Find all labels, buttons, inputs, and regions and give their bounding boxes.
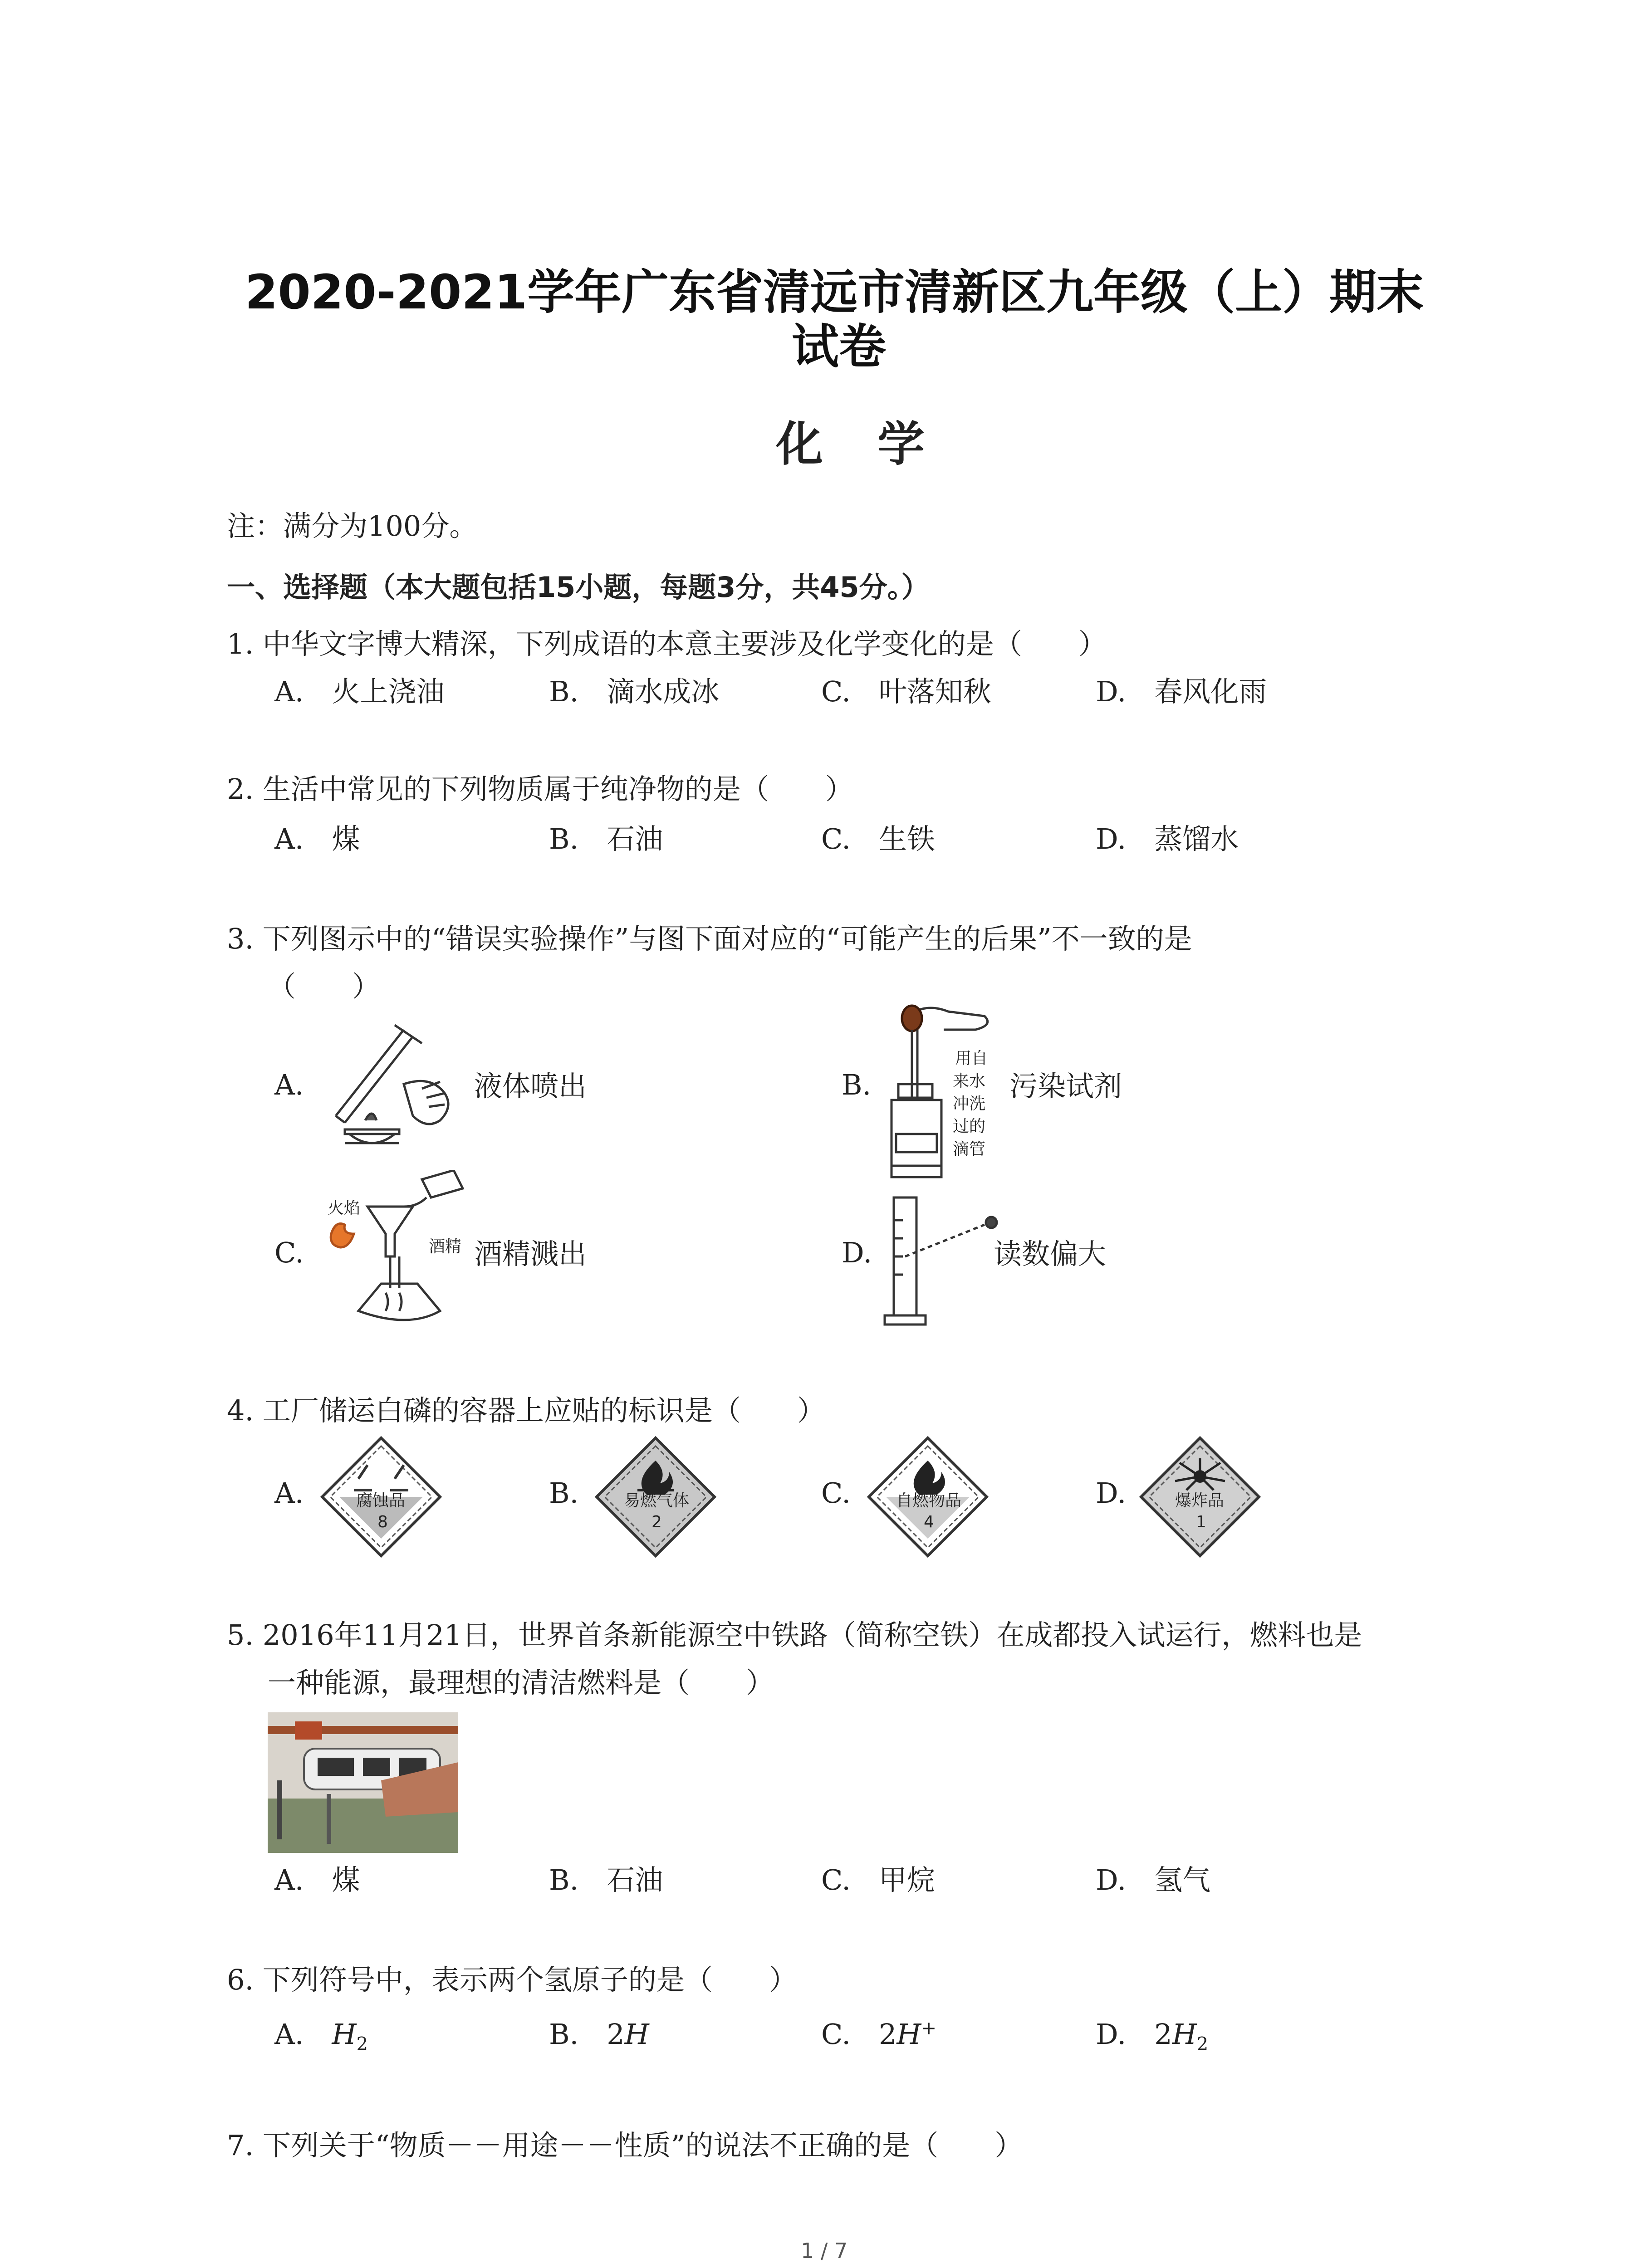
subscript: 2 [356, 2033, 368, 2055]
sky-train-photo [268, 1712, 458, 1853]
spontaneous-combustion-sign-number: 4 [924, 1513, 934, 1531]
subject-title: 化学 [776, 416, 980, 472]
alcohol-label: 酒精 [429, 1237, 462, 1256]
heating-test-tube-figure [318, 1016, 472, 1157]
question-1-option-b: B. 滴水成冰 [549, 675, 720, 708]
dropper-note-2: 来水 [953, 1072, 986, 1090]
dropper-note-3: 冲洗 [953, 1095, 986, 1113]
score-note: 注：满分为100分。 [227, 509, 478, 543]
explosive-sign-label: 爆炸品 [1175, 1491, 1225, 1510]
question-3-stem: 3. 下列图示中的“错误实验操作”与图下面对应的“可能产生的后果”不一致的是 [227, 922, 1192, 955]
question-3-stem-cont: （ ） [268, 970, 381, 1003]
question-3-option-d-result: 读数偏大 [994, 1237, 1107, 1271]
superscript: + [921, 2018, 936, 2039]
dropper-bottle-figure [880, 998, 1007, 1179]
question-2-option-a: A. 煤 [274, 822, 360, 855]
corrosive-sign-number: 8 [377, 1513, 388, 1531]
corrosive-sign-label: 腐蚀品 [356, 1491, 406, 1510]
flame-label: 火焰 [328, 1199, 361, 1217]
coefficient: 2 [607, 2018, 625, 2051]
dropper-note-5: 滴管 [953, 1140, 986, 1158]
question-3-option-c-letter: C. [274, 1236, 304, 1269]
page-title-line1: 2020-2021学年广东省清远市清新区九年级（上）期末 [245, 264, 1424, 320]
symbol: H [1172, 2018, 1197, 2051]
question-5-option-b: B. 石油 [549, 1863, 663, 1897]
subscript: 2 [1196, 2033, 1209, 2055]
symbol: H [896, 2018, 921, 2051]
question-1-stem: 1. 中华文字博大精深，下列成语的本意主要涉及化学变化的是（ ） [227, 627, 1107, 660]
question-5-option-d: D. 氢气 [1096, 1863, 1211, 1897]
question-2-option-b: B. 石油 [549, 822, 663, 855]
question-6-option-b [549, 2012, 649, 2054]
question-4-option-a-letter: A. [274, 1476, 304, 1510]
question-3-option-c-result: 酒精溅出 [474, 1237, 587, 1271]
coefficient: 2 [1154, 2018, 1172, 2051]
question-5-option-c: C. 甲烷 [821, 1863, 935, 1897]
dropper-note-1: 用自 [955, 1049, 988, 1068]
question-6-option-a [274, 2012, 368, 2054]
spontaneous-combustion-sign-label: 自燃物品 [896, 1491, 962, 1510]
question-4-stem: 4. 工厂储运白磷的容器上应贴的标识是（ ） [227, 1394, 825, 1427]
question-7-stem: 7. 下列关于“物质－－用途－－性质”的说法不正确的是（ ） [227, 2129, 1023, 2162]
option-letter: C. [821, 2018, 851, 2051]
graduated-cylinder-figure [880, 1188, 1007, 1334]
page-title-line2: 试卷 [792, 319, 887, 374]
page-number: 1 / 7 [801, 2239, 848, 2263]
question-2-option-d: D. 蒸馏水 [1096, 822, 1239, 855]
symbol: H [624, 2018, 649, 2051]
option-letter: D. [1096, 2018, 1127, 2051]
question-4-option-c-letter: C. [821, 1476, 851, 1510]
question-6-option-c [821, 2012, 936, 2054]
question-4-option-d-letter: D. [1096, 1476, 1127, 1510]
flammable-gas-sign-number: 2 [652, 1513, 662, 1531]
question-5-stem: 5. 2016年11月21日，世界首条新能源空中铁路（简称空铁）在成都投入试运行，燃料也是 [227, 1618, 1362, 1652]
flammable-gas-sign-label: 易燃气体 [624, 1491, 690, 1510]
question-5-stem-cont: 一种能源，最理想的清洁燃料是（ ） [268, 1666, 774, 1699]
question-4-option-b-letter: B. [549, 1476, 579, 1510]
section-heading: 一、选择题（本大题包括15小题，每题3分，共45分。） [227, 571, 930, 604]
coefficient: 2 [878, 2018, 897, 2051]
question-6-option-d [1096, 2012, 1208, 2054]
question-3-option-a-letter: A. [274, 1068, 304, 1101]
question-2-option-c: C. 生铁 [821, 822, 935, 855]
question-3-option-b-result: 污染试剂 [1009, 1070, 1122, 1103]
option-letter: A. [274, 2018, 304, 2051]
explosive-sign-number: 1 [1196, 1513, 1206, 1531]
option-letter: B. [549, 2018, 579, 2051]
question-5-option-a: A. 煤 [274, 1863, 360, 1897]
question-2-stem: 2. 生活中常见的下列物质属于纯净物的是（ ） [227, 772, 853, 806]
question-1-option-d: D. 春风化雨 [1096, 675, 1267, 708]
question-3-option-a-result: 液体喷出 [474, 1070, 587, 1103]
question-1-option-a: A. 火上浇油 [274, 675, 445, 708]
symbol: H [332, 2018, 357, 2051]
question-3-option-b-letter: B. [842, 1068, 872, 1101]
question-3-option-d-letter: D. [842, 1236, 872, 1269]
dropper-note-4: 过的 [953, 1117, 986, 1136]
question-6-stem: 6. 下列符号中，表示两个氢原子的是（ ） [227, 1963, 797, 1996]
question-1-option-c: C. 叶落知秋 [821, 675, 991, 708]
